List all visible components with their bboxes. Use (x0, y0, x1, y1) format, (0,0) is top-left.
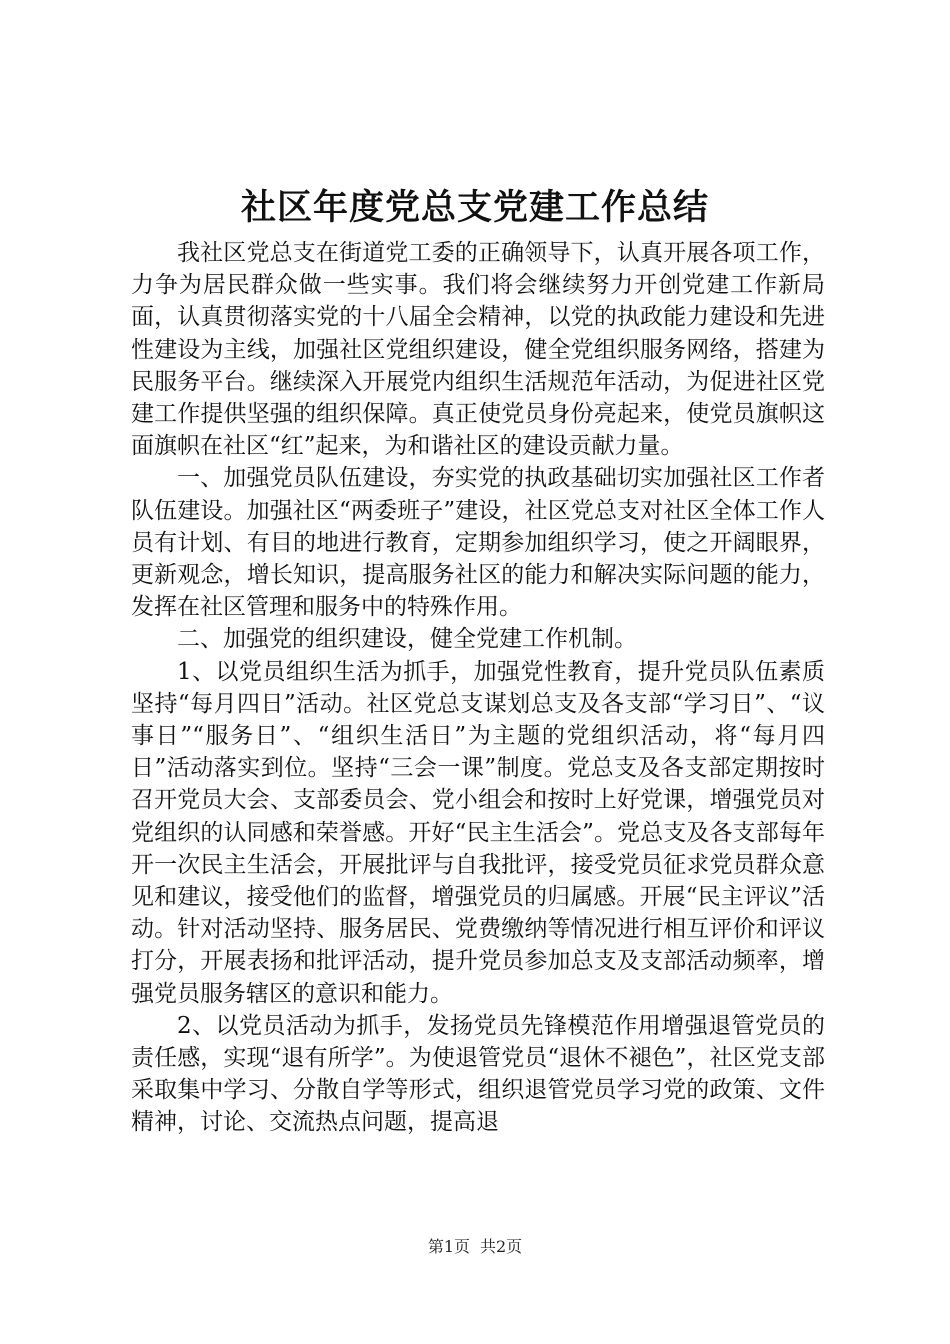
page-number-current: 第1页 (427, 1237, 470, 1256)
page-footer (0, 1236, 950, 1258)
paragraph-section-2-heading: 二、加强党的组织建设，健全党建工作机制。 (177, 626, 637, 653)
document-body (131, 237, 825, 1139)
paragraph-section-1: 一、加强党员队伍建设，夯实党的执政基础切实加强社区工作者队伍建设。加强社区“两委班子”建设，社区党总支对社区全体工作人员有计划、有目的地进行教育，定期参加组织学习，使之开阔眼界，更新观念，增长知识，提高服务社区的能力和解决实际问题的能力，发挥在社区管理和服务中的特殊作用。 (131, 465, 825, 621)
paragraph-item-1: 1、以党员组织生活为抓手，加强党性教育，提升党员队伍素质坚持“每月四日”活动。社区党总支谋划总支及各支部“学习日”、“议事日”“服务日”、“组织生活日”为主题的党组织活动，将“每月四日”活动落实到位。坚持“三会一课”制度。党总支及各支部定期按时召开党员大会、支部委员会、党小组会和按时上好党课，增强党员对党组织的认同感和荣誉感。开好“民主生活会”。党总支及各支部每年开一次民主生活会，开展批评与自我批评，接受党员征求党员群众意见和建议，接受他们的监督，增强党员的归属感。开展“民主评议”活动。针对活动坚持、服务居民、党费缴纳等情况进行相互评价和评议打分，开展表扬和批评活动，提升党员参加总支及支部活动频率，增强党员服务辖区的意识和能力。 (131, 658, 825, 1007)
page-number-total: 共2页 (480, 1237, 523, 1256)
paragraph-item-2: 2、以党员活动为抓手，发扬党员先锋模范作用增强退管党员的责任感，实现“退有所学”。为使退管党员“退休不褪色”，社区党支部采取集中学习、分散自学等形式，组织退管党员学习党的政策、文件精神，讨论、交流热点问题，提高退 (131, 1012, 825, 1136)
document-title: 社区年度党总支党建工作总结 (240, 187, 709, 228)
paragraph-intro: 我社区党总支在街道党工委的正确领导下，认真开展各项工作，力争为居民群众做一些实事。我们将会继续努力开创党建工作新局面，认真贯彻落实党的十八届全会精神，以党的执政能力建设和先进性建设为主线，加强社区党组织建设，健全党组织服务网络，搭建为民服务平台。继续深入开展党内组织生活规范年活动，为促进社区党建工作提供坚强的组织保障。真正使党员身份亮起来，使党员旗帜这面旗帜在社区“红”起来，为和谐社区的建设贡献力量。 (131, 240, 825, 460)
